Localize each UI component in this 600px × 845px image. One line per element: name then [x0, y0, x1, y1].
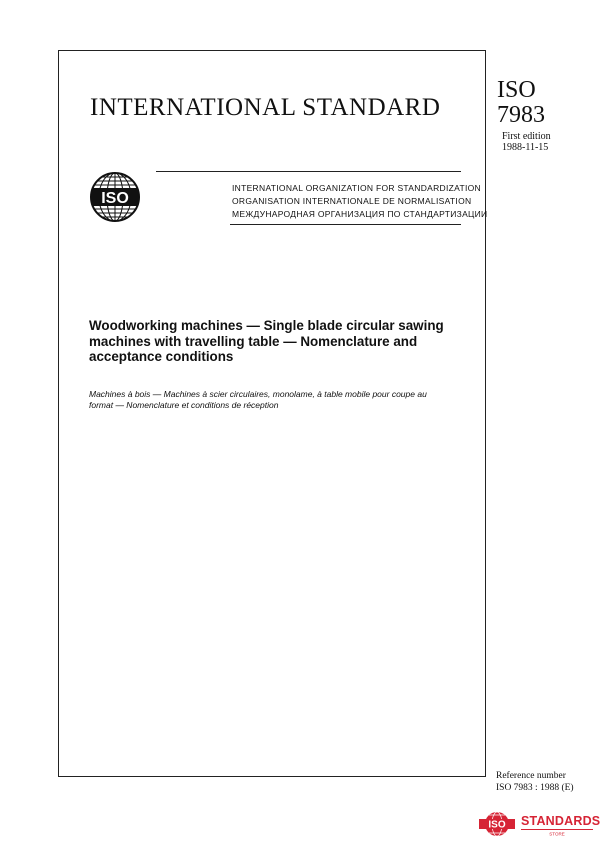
document-title-line: acceptance conditions: [89, 349, 234, 364]
edition-label: First edition: [502, 131, 551, 142]
document-title: [89, 318, 469, 365]
store-subline: [521, 829, 593, 836]
store-logo-text: ISO: [488, 819, 506, 831]
edition-date: 1988-11-15: [502, 142, 549, 153]
reference-number-value: ISO 7983 : 1988 (E): [496, 783, 574, 793]
french-title-line: format — Nomenclature et conditions de réception: [89, 400, 279, 410]
french-title-line: Machines à bois — Machines à scier circulaires, monolame, à table mobile pour coupe au: [89, 389, 427, 399]
document-title-line: Woodworking machines — Single blade circular sawing: [89, 318, 444, 333]
iso-logo: [89, 171, 141, 223]
store-sub-text: STORE: [549, 831, 565, 836]
french-title: [89, 389, 479, 411]
org-name-russian: МЕЖДУНАРОДНАЯ ОРГАНИЗАЦИЯ ПО СТАНДАРТИЗАЦИИ: [232, 209, 488, 219]
org-name-french: ORGANISATION INTERNATIONALE DE NORMALISATION: [232, 196, 472, 206]
org-name-english: INTERNATIONAL ORGANIZATION FOR STANDARDIZATION: [232, 183, 481, 193]
header-rule-bottom: [230, 224, 461, 225]
iso-number: 7983: [497, 102, 545, 128]
main-title: INTERNATIONAL STANDARD: [90, 94, 441, 121]
iso-logo-text: ISO: [101, 190, 129, 207]
document-frame: [58, 50, 486, 777]
store-wordmark: STANDARDS: [521, 814, 600, 828]
iso-standards-store-badge[interactable]: [478, 811, 600, 837]
reference-number-label: Reference number: [496, 771, 566, 781]
header-rule-top: [156, 171, 461, 172]
document-title-line: machines with travelling table — Nomenclature and: [89, 333, 418, 349]
store-logo-icon: [478, 811, 516, 837]
iso-code: ISO: [497, 77, 536, 103]
